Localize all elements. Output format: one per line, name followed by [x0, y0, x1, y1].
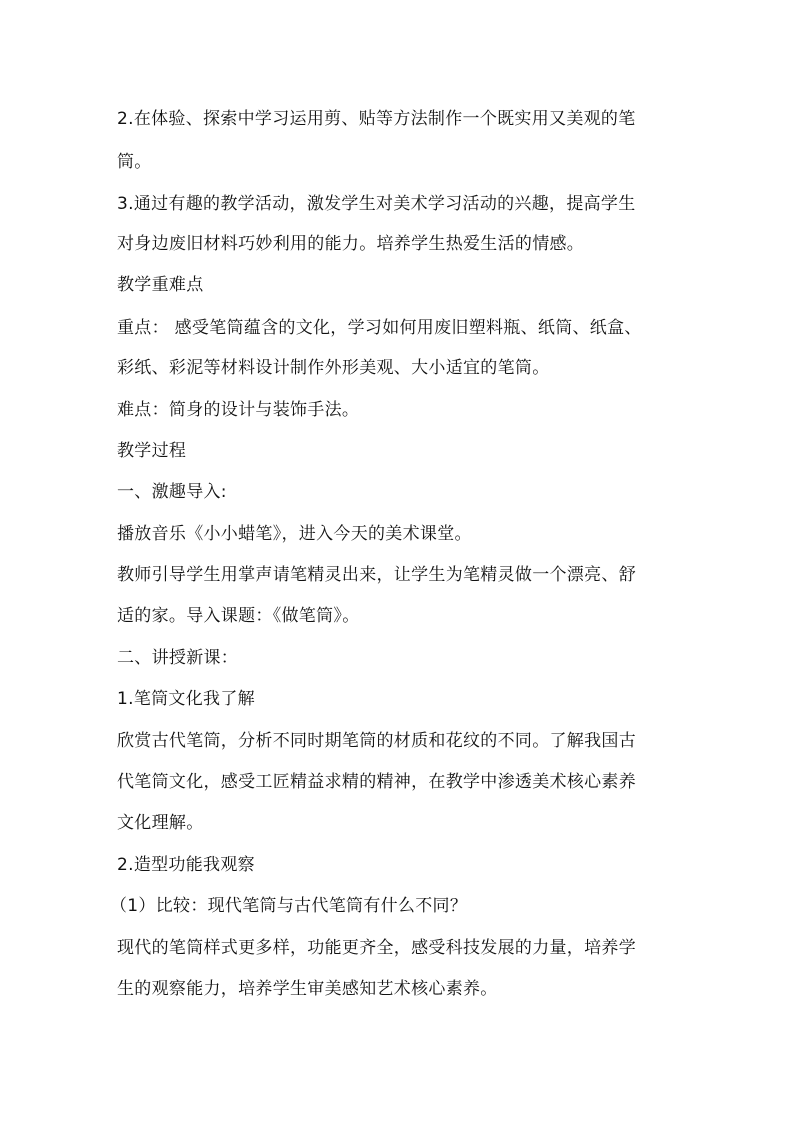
comparison-question: （1）比较：现代笔筒与古代笔筒有什么不同？ — [110, 896, 468, 916]
subsection-2-heading: 2.造型功能我观察 — [117, 855, 255, 875]
comparison-answer-line-1: 现代的笔筒样式更多样，功能更齐全，感受科技发展的力量，培养学 — [117, 938, 636, 958]
step-1-text: 播放音乐《小小蜡笔》，进入今天的美术课堂。 — [117, 524, 472, 544]
key-point-line-2: 彩纸、彩泥等材料设计制作外形美观、大小适宜的笔筒。 — [117, 358, 550, 378]
comparison-answer-line-2: 生的观察能力，培养学生审美感知艺术核心素养。 — [117, 979, 498, 999]
section-heading-key-points: 教学重难点 — [117, 275, 204, 295]
goal-3-line-1: 3.通过有趣的教学活动，激发学生对美术学习活动的兴趣，提高学生 — [117, 194, 636, 214]
key-point-line-1: 重点： 感受笔筒蕴含的文化，学习如何用废旧塑料瓶、纸筒、纸盒、 — [117, 318, 642, 338]
subsection-1-line-2: 代笔筒文化，感受工匠精益求精的精神，在教学中渗透美术核心素养 — [117, 772, 636, 792]
goal-2-line-2: 筒。 — [117, 152, 152, 172]
step-2-heading: 二、讲授新课： — [117, 648, 239, 668]
goal-3-line-2: 对身边废旧材料巧妙利用的能力。培养学生热爱生活的情感。 — [117, 234, 585, 254]
subsection-1-line-1: 欣赏古代笔筒，分析不同时期笔筒的材质和花纹的不同。了解我国古 — [117, 731, 636, 751]
subsection-1-line-3: 文化理解。 — [117, 813, 204, 833]
goal-2-line-1: 2.在体验、探索中学习运用剪、贴等方法制作一个既实用又美观的笔 — [117, 109, 636, 129]
difficulty-line: 难点：简身的设计与装饰手法。 — [117, 400, 360, 420]
step-1-detail-line-2: 适的家。导入课题：《做笔筒》。 — [117, 606, 360, 626]
step-1-detail-line-1: 教师引导学生用掌声请笔精灵出来，让学生为笔精灵做一个漂亮、舒 — [117, 565, 636, 585]
subsection-1-heading: 1.笔筒文化我了解 — [117, 689, 255, 709]
step-1-heading: 一、激趣导入: — [117, 482, 227, 502]
section-heading-process: 教学过程 — [117, 441, 187, 461]
